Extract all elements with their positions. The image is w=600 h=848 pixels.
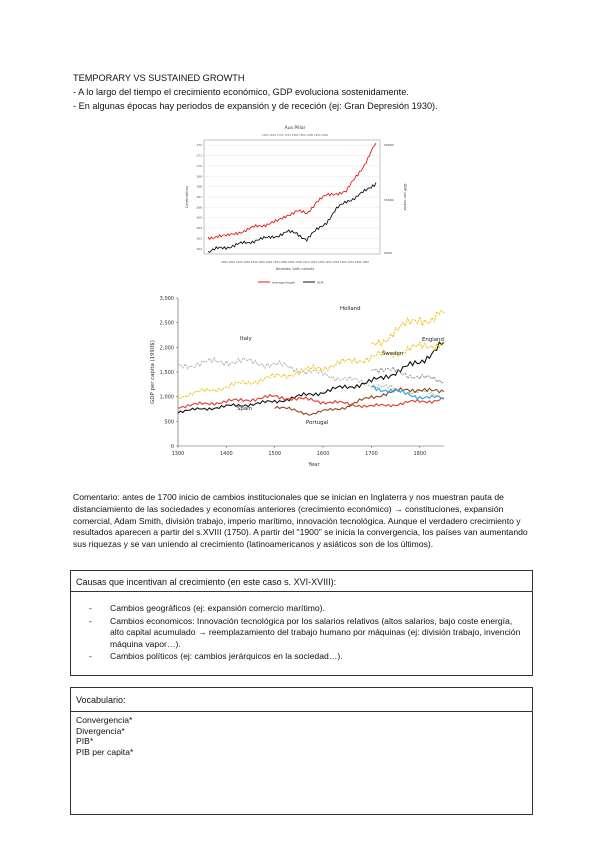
chart2-series	[178, 311, 444, 415]
chart2-y-ticks	[160, 296, 178, 450]
gdp-per-capita-chart	[144, 288, 464, 473]
label-sweden: Sweden	[382, 351, 404, 357]
causas-list	[76, 603, 521, 664]
chart1-y-tick-label: 172	[196, 143, 202, 148]
divider	[71, 591, 532, 592]
chart1-y-tick-label: 164	[196, 226, 202, 231]
chart1-title: Aus Pillar	[284, 126, 306, 131]
label-italy: Italy	[240, 336, 252, 342]
causas-box	[70, 570, 533, 676]
chart1-y-ticks	[196, 143, 202, 251]
page-title: TEMPORARY VS SUSTAINED GROWTH	[73, 73, 245, 83]
svg-text:Average height: Average height	[272, 280, 295, 285]
label-spain: Spain	[237, 406, 253, 412]
chart1-legend	[258, 281, 324, 285]
chart2-series-line	[372, 386, 445, 399]
chart2-x-tick-label: 1800	[413, 451, 427, 457]
chart2-x-ticks	[172, 446, 427, 457]
intro-bullet: - A lo largo del tiempo el crecimiento económico, GDP evoluciona sostenidamente.	[73, 87, 409, 97]
chart2-y-tick-label: 3,000	[159, 296, 174, 302]
chart2-x-tick-label: 1700	[365, 451, 378, 457]
chart1-y-tick-label: 168	[196, 184, 202, 189]
comentario-text: : antes de 1700 inicio de cambios institucionales que se inician en Inglaterra y nos muestran pauta de distanciamiento de las sociedades y economías anteriores (crecimiento económico) → constituciones, expansión comercial, Adam Smith, división trabajo, imperio marítimo, innovación tecnológica. Aunque el verdadero crecimiento y resultados aparecen a partir del s.XVIII (1750). A partir del "1900" se inicia la convergencia, los países van aumentando sus riquezas y se van uniendo al crecimiento (latinoamericanos y asiáticos son de los últimos).	[73, 492, 528, 550]
label-holland: Holland	[340, 306, 361, 312]
chart1-y-tick-label: 170	[196, 163, 202, 168]
list-item: - Cambios geográficos (ej: expansión comercio marítimo).	[76, 603, 521, 615]
vocab-term: PIB*	[76, 736, 94, 746]
chart2-y-tick-label: 2,500	[159, 320, 174, 327]
comentario-paragraph	[73, 492, 533, 551]
chart2-y-tick-label: 0	[170, 444, 174, 450]
vocabulario-box	[70, 687, 533, 815]
chart2-y-tick-label: 1,500	[159, 370, 174, 376]
chart2-x-tick-label: 1400	[219, 451, 233, 457]
label-portugal: Portugal	[306, 420, 329, 426]
list-item: - Cambios políticos (ej: cambios jerárquicos en la sociedad…).	[76, 651, 521, 663]
chart1-y-tick-label: 165	[196, 215, 202, 220]
chart1-y-tick-label: 171	[196, 153, 202, 158]
comentario-label: Comentario	[73, 492, 118, 502]
chart1-right-tick: 15000	[384, 198, 394, 202]
vocabulario-list	[76, 715, 133, 757]
label-england: England	[422, 337, 444, 343]
chart2-series-line	[372, 367, 445, 383]
svg-text:GDP: GDP	[317, 280, 324, 285]
chart1-y-label: Centímetros	[185, 186, 189, 208]
chart2-x-tick-label: 1300	[171, 451, 185, 457]
chart2-x-tick-label: 1600	[316, 451, 330, 457]
chart1-x-ticks: 1800 1810 1820 1830 1840 1850 1860 1870 1880 1890 1900 1910 1920 1930 1940 1950 1960 1970 1980 1990	[221, 261, 369, 264]
chart1-y-tick-label: 166	[196, 205, 202, 210]
vocab-term: Convergencia*	[76, 715, 133, 725]
chart1-y-tick-label: 162	[196, 246, 202, 251]
chart1-right-tick: 5000	[384, 251, 392, 255]
causas-title: Causas que incentivan al crecimiento (en este caso s. XVI-XVIII):	[76, 577, 337, 587]
chart2-y-tick-label: 500	[164, 419, 174, 426]
svg-text:1600 1650 1700 1750 1800 1850: 1600 1650 1700 1750 1800 1850 1900 1950 2000	[261, 134, 329, 137]
chart2-y-tick-label: 2,000	[159, 345, 174, 352]
chart2-x-tick-label: 1500	[268, 451, 282, 457]
height-chart	[180, 122, 410, 290]
vocab-term: Divergencia*	[76, 725, 125, 736]
vocab-term: PIB per capita*	[76, 746, 134, 757]
chart1-y-tick-label: 163	[196, 236, 202, 241]
chart2-y-tick-label: 1,000	[159, 394, 174, 401]
intro-bullet: - En algunas épocas hay periodos de expansión y de receción (ej: Gran Depresión 1930).	[73, 101, 438, 111]
chart1-y-label-right: GDP per capita	[403, 183, 407, 211]
chart1-y-tick-label: 169	[196, 174, 202, 179]
chart1-top-ticks	[262, 133, 328, 137]
chart2-y-label: GDP per capita (1990$)	[150, 340, 156, 404]
chart2-x-label: Year	[308, 462, 320, 468]
chart1-y-tick-label: 167	[196, 195, 202, 199]
chart1-right-tick: 25000	[384, 143, 394, 147]
chart2-series-line	[178, 395, 444, 408]
divider	[71, 711, 532, 712]
vocabulario-title: Vocabulario:	[76, 695, 126, 705]
list-item: - Cambios economicos: Innovación tecnológica por los salarios relativos (altos salarios, bajo coste energía, alto capital acumulado → reemplazamiento del trabajo humano por máquinas (ej: división trabajo, invención máquina vapor…).	[76, 616, 521, 651]
chart1-x-label: Decades, birth cohorts	[275, 267, 315, 271]
